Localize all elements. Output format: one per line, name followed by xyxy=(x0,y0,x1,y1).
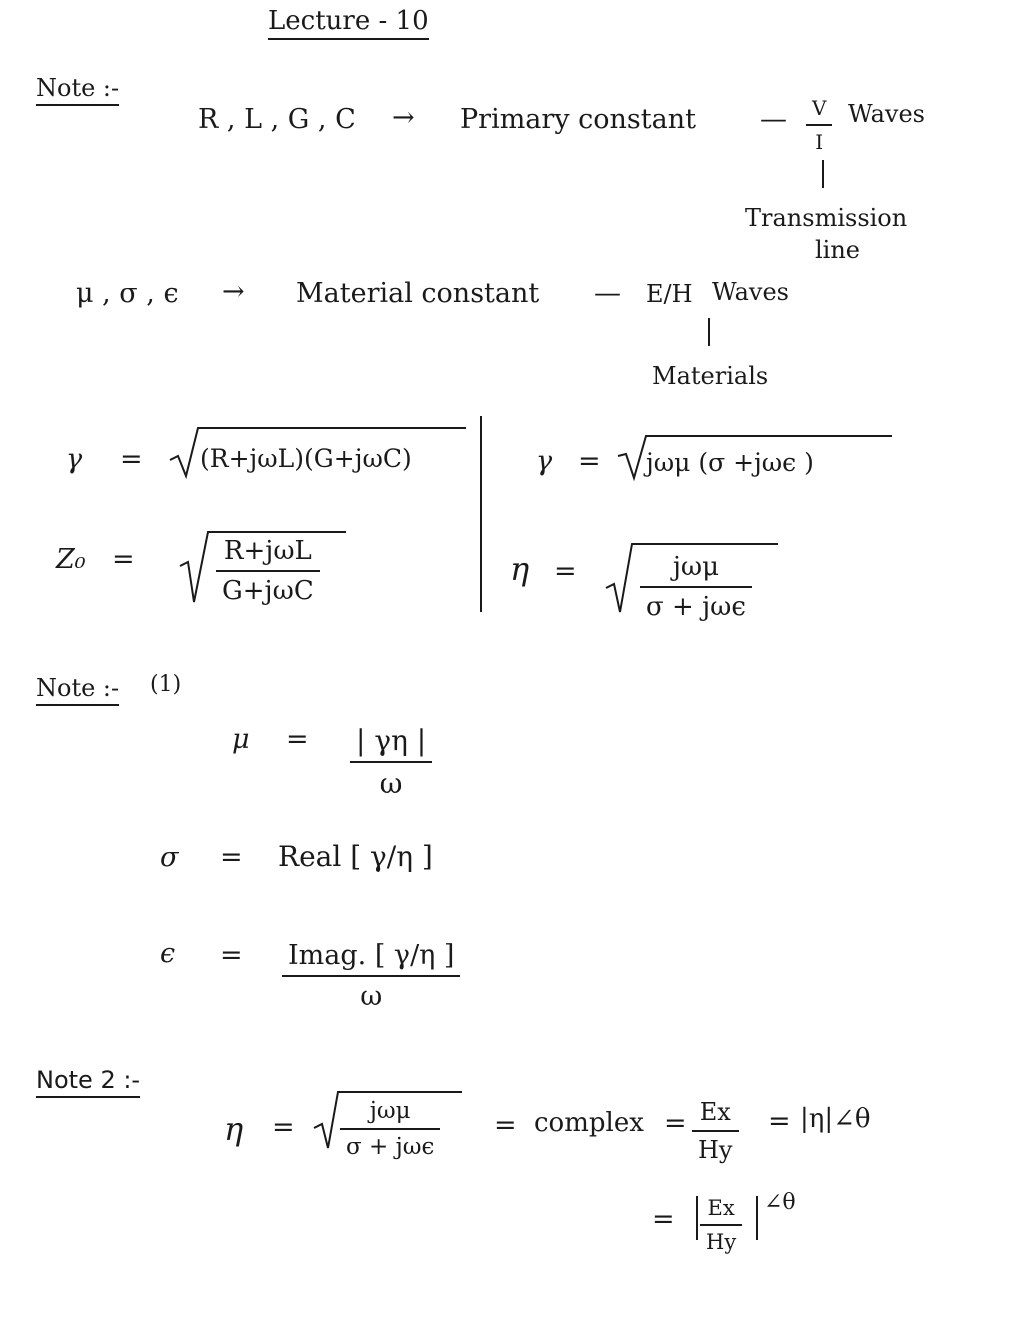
eps-fraction xyxy=(282,940,460,1012)
vi-num: V xyxy=(812,96,827,120)
note2-eta-fraction xyxy=(340,1098,440,1160)
vi-den: I xyxy=(815,130,824,154)
sigma-lhs: σ xyxy=(160,842,179,873)
primary-arrow: → xyxy=(392,102,415,133)
mu-num: | γη | xyxy=(356,724,427,757)
note2-eta-num: jωμ xyxy=(369,1098,411,1124)
gamma-tl-rhs: (R+jωL)(G+jωC) xyxy=(200,444,412,473)
note2-eq: = xyxy=(652,1204,675,1235)
z0-fraction xyxy=(216,536,320,606)
sigma-eq: = xyxy=(220,842,243,873)
note2-eq: = xyxy=(768,1106,791,1137)
primary-desc: Primary constant xyxy=(460,104,696,135)
note2-eq: = xyxy=(272,1112,295,1143)
eps-num: Imag. [ γ/η ] xyxy=(288,940,455,971)
note-1-num: (1) xyxy=(150,672,182,697)
mu-lhs: μ xyxy=(232,724,250,755)
eta-num: jωμ xyxy=(672,552,720,582)
material-desc: Material constant xyxy=(296,278,540,309)
ex-hy-fraction xyxy=(692,1098,739,1164)
note-2-label: Note 2 :- xyxy=(36,1066,140,1098)
z0-den: G+jωC xyxy=(222,576,314,606)
angle-theta: ∠θ xyxy=(764,1190,796,1215)
primary-vars: R , L , G , C xyxy=(198,104,356,135)
ex-num: Ex xyxy=(699,1098,731,1126)
eta-den: σ + jωϵ xyxy=(646,592,746,622)
note2-eta-lhs: η xyxy=(224,1110,244,1148)
material-connector xyxy=(708,318,710,346)
material-vars: μ , σ , ϵ xyxy=(76,278,179,309)
note2-eq: = xyxy=(494,1110,517,1141)
sigma-rhs: Real [ γ/η ] xyxy=(278,840,433,873)
material-below: Materials xyxy=(652,362,769,390)
z0-num: R+jωL xyxy=(223,536,312,566)
column-divider xyxy=(480,416,482,612)
note2-eta-den: σ + jωϵ xyxy=(346,1134,435,1160)
mu-eq: = xyxy=(286,724,309,755)
primary-below: Transmission xyxy=(745,204,908,232)
abs-bar-right xyxy=(756,1196,758,1240)
abs-bar-left xyxy=(696,1196,698,1240)
eps-den: ω xyxy=(360,981,383,1012)
note-1-label: Note :- xyxy=(36,674,119,706)
complex-label: complex xyxy=(534,1108,644,1138)
z0-eq: = xyxy=(112,544,135,575)
gamma-tl-eq: = xyxy=(120,444,143,475)
gamma-m-rhs: jωμ (σ +jωϵ ) xyxy=(646,448,814,477)
eh-ratio: E/H xyxy=(646,280,693,308)
primary-dash: — xyxy=(760,104,787,135)
note2-eq: = xyxy=(664,1108,687,1139)
material-waves: Waves xyxy=(712,278,789,306)
abs-hy-den: Hy xyxy=(706,1230,737,1254)
eps-eq: = xyxy=(220,940,243,971)
eta-eq: = xyxy=(554,556,577,587)
hy-den: Hy xyxy=(698,1136,733,1164)
primary-connector xyxy=(822,160,824,188)
mu-den: ω xyxy=(379,767,403,800)
lecture-title: Lecture - 10 xyxy=(268,6,429,40)
gamma-m-lhs: γ xyxy=(536,446,553,477)
eta-fraction xyxy=(640,552,752,622)
abs-ex-hy-fraction xyxy=(700,1196,742,1254)
eps-lhs: ϵ xyxy=(160,938,176,969)
eta-lhs: η xyxy=(510,550,530,588)
primary-waves: Waves xyxy=(848,100,925,128)
mu-fraction xyxy=(350,724,432,800)
gamma-m-eq: = xyxy=(578,446,601,477)
note-label: Note :- xyxy=(36,74,119,106)
material-arrow: → xyxy=(222,276,245,307)
z0-lhs: Z₀ xyxy=(56,544,86,575)
abs-ex-num: Ex xyxy=(707,1196,735,1220)
vi-ratio xyxy=(806,96,832,154)
material-dash: — xyxy=(594,278,621,309)
gamma-tl-lhs: γ xyxy=(66,444,83,475)
primary-below-line: line xyxy=(815,236,861,264)
eta-magnitude-angle: |η|∠θ xyxy=(800,1104,871,1134)
